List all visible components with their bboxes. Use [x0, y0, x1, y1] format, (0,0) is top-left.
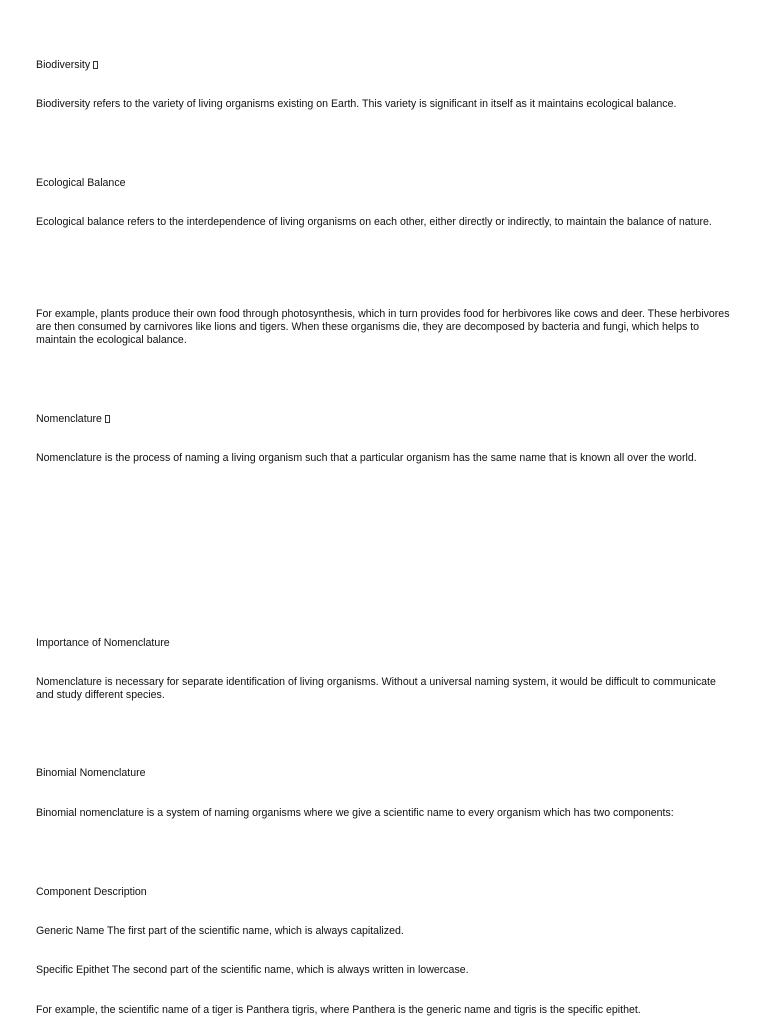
- heading-text: Nomenclature: [36, 413, 102, 425]
- paragraph-nomenclature: Nomenclature is the process of naming a living organism such that a particular organism has the same name that is known all over the world.: [36, 452, 697, 464]
- heading-binomial-nomenclature: Binomial Nomenclature: [36, 767, 146, 779]
- heading-text: Biodiversity: [36, 59, 91, 71]
- missing-glyph-icon: [105, 415, 110, 423]
- heading-nomenclature: [36, 413, 736, 426]
- heading-ecological-balance: Ecological Balance: [36, 177, 126, 189]
- heading-biodiversity: [36, 59, 736, 72]
- component-row-generic-name: Generic Name The first part of the scientific name, which is always capitalized.: [36, 925, 404, 937]
- paragraph-binomial-nomenclature: Binomial nomenclature is a system of naming organisms where we give a scientific name to every organism which has two components:: [36, 807, 674, 819]
- missing-glyph-icon: [93, 61, 98, 69]
- paragraph-biodiversity: Biodiversity refers to the variety of living organisms existing on Earth. This variety is significant in itself as it maintains ecological balance.: [36, 98, 677, 110]
- paragraph-ecological-balance: Ecological balance refers to the interdependence of living organisms on each other, either directly or indirectly, to maintain the balance of nature.: [36, 216, 712, 228]
- component-row-specific-epithet: Specific Epithet The second part of the scientific name, which is always written in lowercase.: [36, 964, 469, 976]
- paragraph-ecological-example: For example, plants produce their own food through photosynthesis, which in turn provides food for herbivores like cows and deer. These herbivores are then consumed by carnivores like lions and tigers. When these organisms die, they are decomposed by bacteria and fungi, which helps to maintain the ecological balance.: [36, 308, 730, 346]
- paragraph-importance-of-nomenclature: Nomenclature is necessary for separate identification of living organisms. Without a universal naming system, it would be difficult to communicate and study different species.: [36, 676, 716, 701]
- heading-importance-of-nomenclature: Importance of Nomenclature: [36, 637, 170, 649]
- component-table-header: Component Description: [36, 886, 147, 898]
- paragraph-tiger-example: For example, the scientific name of a tiger is Panthera tigris, where Panthera is the generic name and tigris is the specific epithet.: [36, 1004, 641, 1016]
